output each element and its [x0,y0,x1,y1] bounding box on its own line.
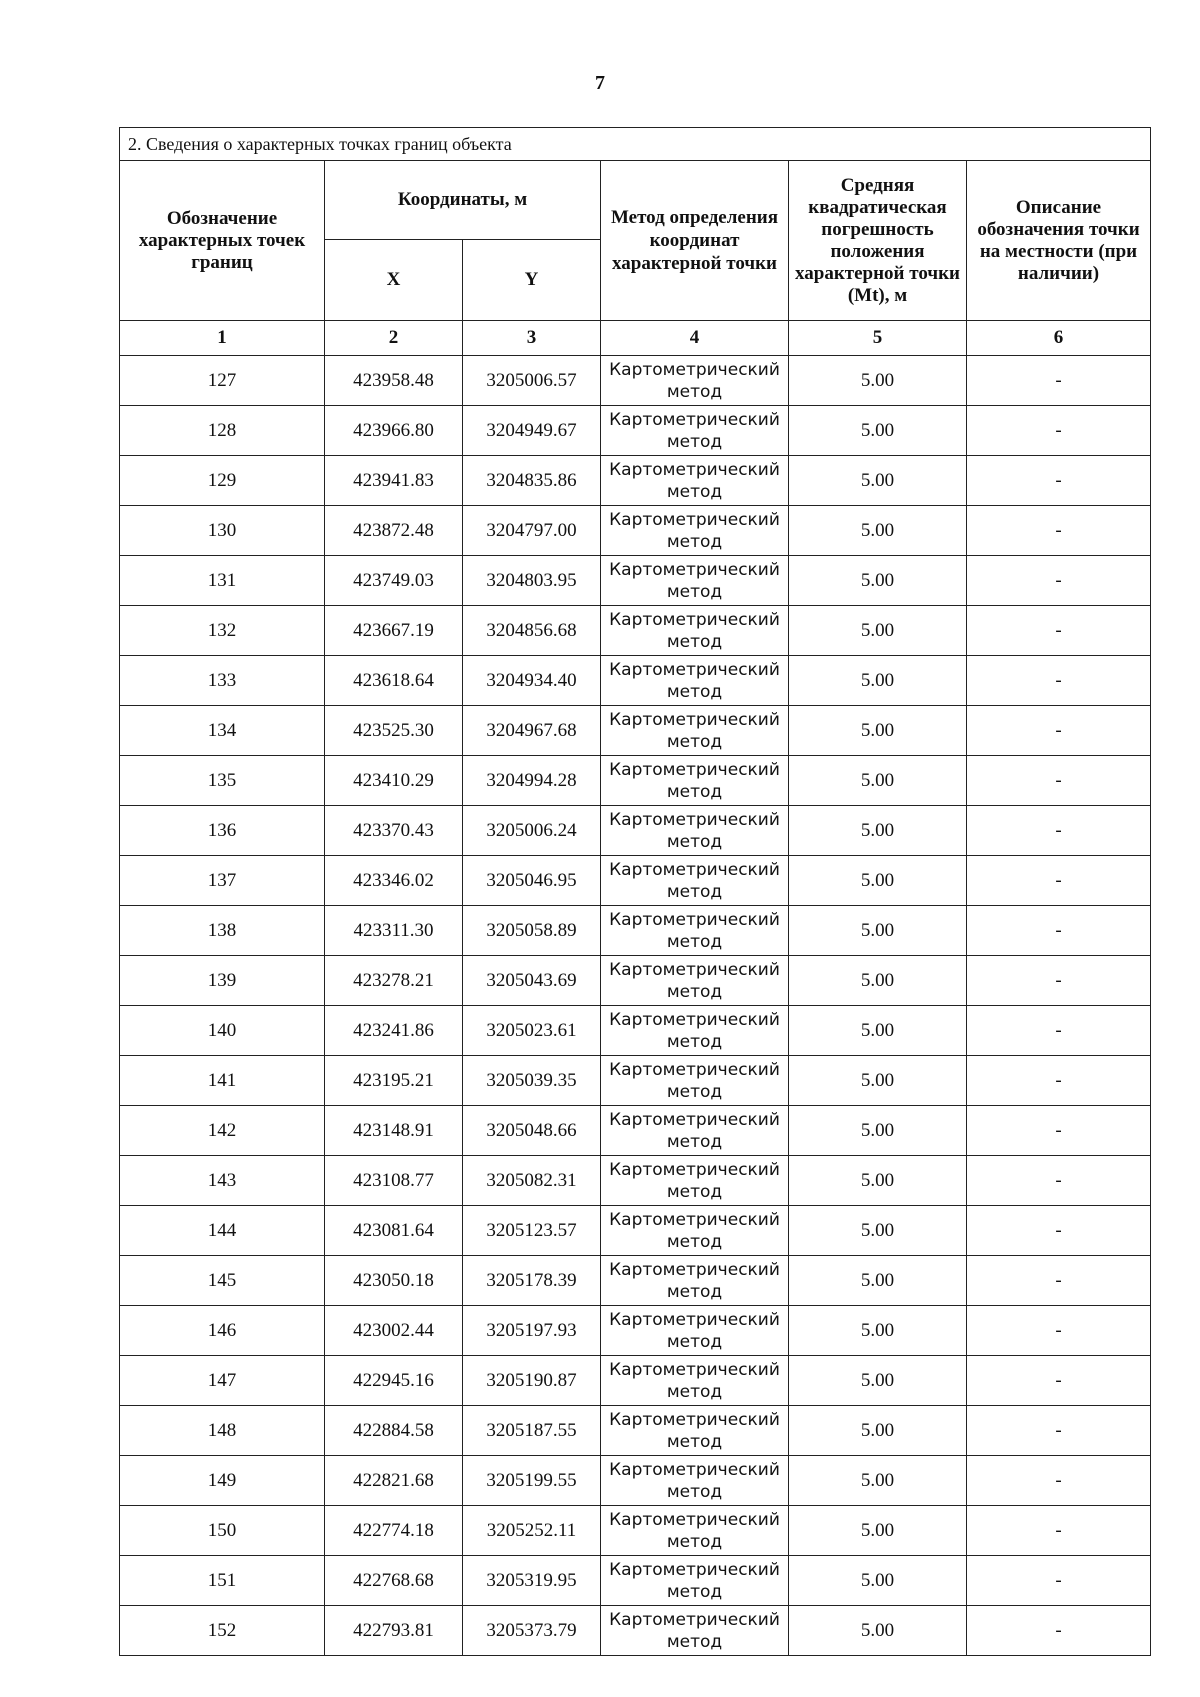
point-id: 145 [120,1256,325,1306]
header-designation: Обозначение характерных точек границ [120,161,325,321]
header-y: Y [463,240,601,321]
point-id: 129 [120,456,325,506]
table-row [120,1256,1151,1306]
method-line1: Картометрический [609,1159,780,1180]
coord-y: 3204803.95 [463,556,601,606]
method-line1: Картометрический [609,759,780,780]
coord-y: 3205187.55 [463,1406,601,1456]
method-line1: Картометрический [609,1209,780,1230]
point-id: 148 [120,1406,325,1456]
table-row [120,856,1151,906]
error-value: 5.00 [789,1406,967,1456]
error-value: 5.00 [789,756,967,806]
table-row [120,356,1151,406]
method-line2: метод [666,1631,723,1652]
column-number: 6 [967,321,1151,356]
coord-y: 3205319.95 [463,1556,601,1606]
coord-x: 423525.30 [325,706,463,756]
method-cell [601,1156,789,1206]
method-line1: Картометрический [609,1559,780,1580]
coord-x: 423872.48 [325,506,463,556]
point-id: 143 [120,1156,325,1206]
description-value: - [967,606,1151,656]
coord-y: 3205178.39 [463,1256,601,1306]
method-cell [601,456,789,506]
coord-x: 423050.18 [325,1256,463,1306]
error-value: 5.00 [789,1306,967,1356]
point-id: 133 [120,656,325,706]
method-line2: метод [666,1031,723,1052]
method-line1: Картометрический [609,1409,780,1430]
description-value: - [967,906,1151,956]
method-cell [601,606,789,656]
error-value: 5.00 [789,856,967,906]
point-id: 144 [120,1206,325,1256]
point-id: 152 [120,1606,325,1656]
method-cell [601,406,789,456]
method-line1: Картометрический [609,1059,780,1080]
error-value: 5.00 [789,956,967,1006]
method-cell [601,656,789,706]
point-id: 146 [120,1306,325,1356]
method-line2: метод [666,431,723,452]
method-line2: метод [666,581,723,602]
description-value: - [967,656,1151,706]
header-method: Метод определения координат характерной точки [601,161,789,321]
method-line1: Картометрический [609,1609,780,1630]
error-value: 5.00 [789,806,967,856]
point-id: 147 [120,1356,325,1406]
coord-x: 423108.77 [325,1156,463,1206]
table-row [120,406,1151,456]
method-line2: метод [666,881,723,902]
coord-y: 3204949.67 [463,406,601,456]
coord-x: 423311.30 [325,906,463,956]
error-value: 5.00 [789,456,967,506]
coord-x: 423081.64 [325,1206,463,1256]
method-line2: метод [666,531,723,552]
method-cell [601,506,789,556]
description-value: - [967,1106,1151,1156]
method-line2: метод [666,1431,723,1452]
method-line2: метод [666,381,723,402]
error-value: 5.00 [789,1106,967,1156]
method-line2: метод [666,781,723,802]
method-cell [601,756,789,806]
description-value: - [967,756,1151,806]
coord-x: 422793.81 [325,1606,463,1656]
coord-x: 422821.68 [325,1456,463,1506]
method-line1: Картометрический [609,409,780,430]
error-value: 5.00 [789,1506,967,1556]
method-cell [601,1256,789,1306]
error-value: 5.00 [789,906,967,956]
coord-x: 423749.03 [325,556,463,606]
coord-x: 422774.18 [325,1506,463,1556]
method-line2: метод [666,481,723,502]
coord-y: 3205082.31 [463,1156,601,1206]
description-value: - [967,406,1151,456]
table-row [120,556,1151,606]
coord-x: 423667.19 [325,606,463,656]
point-id: 139 [120,956,325,1006]
point-id: 138 [120,906,325,956]
point-id: 142 [120,1106,325,1156]
method-cell [601,1006,789,1056]
description-value: - [967,356,1151,406]
method-line2: метод [666,1231,723,1252]
coord-y: 3205043.69 [463,956,601,1006]
error-value: 5.00 [789,706,967,756]
error-value: 5.00 [789,1606,967,1656]
table-row [120,956,1151,1006]
coord-x: 423410.29 [325,756,463,806]
table-row [120,706,1151,756]
header-description: Описание обозначения точки на местности (при наличии) [967,161,1151,321]
table-row [120,1506,1151,1556]
coord-y: 3204835.86 [463,456,601,506]
error-value: 5.00 [789,1356,967,1406]
coord-y: 3205046.95 [463,856,601,906]
method-line1: Картометрический [609,809,780,830]
point-id: 134 [120,706,325,756]
table-row [120,806,1151,856]
description-value: - [967,1506,1151,1556]
method-cell [601,856,789,906]
method-line1: Картометрический [609,959,780,980]
table-row [120,756,1151,806]
table-row [120,456,1151,506]
description-value: - [967,706,1151,756]
description-value: - [967,1256,1151,1306]
method-cell [601,1306,789,1356]
method-line2: метод [666,1531,723,1552]
coord-x: 423346.02 [325,856,463,906]
method-line1: Картометрический [609,609,780,630]
coord-y: 3205023.61 [463,1006,601,1056]
coord-y: 3205199.55 [463,1456,601,1506]
description-value: - [967,506,1151,556]
method-line1: Картометрический [609,709,780,730]
column-number: 2 [325,321,463,356]
method-line1: Картометрический [609,1509,780,1530]
table-row [120,1306,1151,1356]
method-cell [601,1556,789,1606]
method-line1: Картометрический [609,509,780,530]
description-value: - [967,956,1151,1006]
method-line2: метод [666,981,723,1002]
method-line1: Картометрический [609,1359,780,1380]
description-value: - [967,1206,1151,1256]
table-row [120,1406,1151,1456]
table-row [120,656,1151,706]
method-line1: Картометрический [609,1259,780,1280]
table-row [120,906,1151,956]
error-value: 5.00 [789,1556,967,1606]
coord-x: 422768.68 [325,1556,463,1606]
coord-y: 3204994.28 [463,756,601,806]
coord-x: 423618.64 [325,656,463,706]
description-value: - [967,1306,1151,1356]
coord-y: 3204797.00 [463,506,601,556]
description-value: - [967,1156,1151,1206]
coord-x: 423195.21 [325,1056,463,1106]
column-number: 3 [463,321,601,356]
method-line1: Картометрический [609,909,780,930]
description-value: - [967,1556,1151,1606]
boundary-points-table [119,127,1151,1656]
point-id: 131 [120,556,325,606]
method-cell [601,706,789,756]
coord-y: 3205006.24 [463,806,601,856]
method-line1: Картометрический [609,1109,780,1130]
point-id: 130 [120,506,325,556]
coord-x: 422884.58 [325,1406,463,1456]
table-row [120,1356,1151,1406]
method-line1: Картометрический [609,859,780,880]
coord-x: 423002.44 [325,1306,463,1356]
coord-x: 423966.80 [325,406,463,456]
error-value: 5.00 [789,1256,967,1306]
coord-x: 423941.83 [325,456,463,506]
method-line2: метод [666,1081,723,1102]
coord-y: 3205373.79 [463,1606,601,1656]
method-cell [601,1056,789,1106]
method-line2: метод [666,681,723,702]
point-id: 150 [120,1506,325,1556]
table-row [120,1006,1151,1056]
coord-y: 3205058.89 [463,906,601,956]
point-id: 132 [120,606,325,656]
coord-x: 423958.48 [325,356,463,406]
coord-x: 423278.21 [325,956,463,1006]
coord-y: 3205048.66 [463,1106,601,1156]
error-value: 5.00 [789,1156,967,1206]
method-cell [601,1406,789,1456]
coord-x: 423148.91 [325,1106,463,1156]
description-value: - [967,1606,1151,1656]
method-line1: Картометрический [609,559,780,580]
error-value: 5.00 [789,1456,967,1506]
error-value: 5.00 [789,1056,967,1106]
method-line2: метод [666,1481,723,1502]
table-row [120,1106,1151,1156]
method-line2: метод [666,1181,723,1202]
coord-y: 3205039.35 [463,1056,601,1106]
point-id: 137 [120,856,325,906]
coord-y: 3204934.40 [463,656,601,706]
coord-y: 3204967.68 [463,706,601,756]
method-line2: метод [666,1131,723,1152]
description-value: - [967,806,1151,856]
table-row [120,1556,1151,1606]
error-value: 5.00 [789,556,967,606]
table-row [120,606,1151,656]
method-cell [601,956,789,1006]
error-value: 5.00 [789,1206,967,1256]
method-line2: метод [666,731,723,752]
coord-y: 3205252.11 [463,1506,601,1556]
method-line2: метод [666,831,723,852]
column-number: 4 [601,321,789,356]
method-cell [601,1356,789,1406]
coord-y: 3205123.57 [463,1206,601,1256]
point-id: 136 [120,806,325,856]
method-cell [601,356,789,406]
coord-y: 3205197.93 [463,1306,601,1356]
point-id: 151 [120,1556,325,1606]
point-id: 149 [120,1456,325,1506]
method-line2: метод [666,931,723,952]
error-value: 5.00 [789,356,967,406]
column-number: 5 [789,321,967,356]
point-id: 140 [120,1006,325,1056]
method-line2: метод [666,1281,723,1302]
table-row [120,1206,1151,1256]
method-line1: Картометрический [609,1009,780,1030]
method-line2: метод [666,1581,723,1602]
coord-y: 3205006.57 [463,356,601,406]
method-line1: Картометрический [609,659,780,680]
method-cell [601,1456,789,1506]
error-value: 5.00 [789,1006,967,1056]
table-row [120,1606,1151,1656]
method-cell [601,556,789,606]
description-value: - [967,456,1151,506]
error-value: 5.00 [789,406,967,456]
error-value: 5.00 [789,606,967,656]
method-line2: метод [666,1331,723,1352]
method-line2: метод [666,1381,723,1402]
header-error: Средняя квадратическая погрешность положения характерной точки (Mt), м [789,161,967,321]
table-row [120,1056,1151,1106]
point-id: 141 [120,1056,325,1106]
coord-x: 423370.43 [325,806,463,856]
description-value: - [967,1456,1151,1506]
error-value: 5.00 [789,506,967,556]
error-value: 5.00 [789,656,967,706]
method-cell [601,1606,789,1656]
point-id: 128 [120,406,325,456]
coord-x: 422945.16 [325,1356,463,1406]
coord-y: 3205190.87 [463,1356,601,1406]
page-number: 7 [595,72,605,94]
description-value: - [967,1006,1151,1056]
description-value: - [967,1356,1151,1406]
method-line1: Картометрический [609,1459,780,1480]
description-value: - [967,1056,1151,1106]
coord-y: 3204856.68 [463,606,601,656]
method-line1: Картометрический [609,1309,780,1330]
point-id: 127 [120,356,325,406]
column-number: 1 [120,321,325,356]
table-row [120,1156,1151,1206]
header-coordinates: Координаты, м [325,161,601,240]
method-cell [601,1206,789,1256]
method-cell [601,906,789,956]
method-line1: Картометрический [609,459,780,480]
table-row [120,1456,1151,1506]
method-cell [601,1506,789,1556]
description-value: - [967,556,1151,606]
description-value: - [967,1406,1151,1456]
point-id: 135 [120,756,325,806]
header-x: X [325,240,463,321]
description-value: - [967,856,1151,906]
table-row [120,506,1151,556]
method-cell [601,806,789,856]
method-line2: метод [666,631,723,652]
method-line1: Картометрический [609,359,780,380]
section-title: 2. Сведения о характерных точках границ объекта [120,128,1151,161]
method-cell [601,1106,789,1156]
coord-x: 423241.86 [325,1006,463,1056]
